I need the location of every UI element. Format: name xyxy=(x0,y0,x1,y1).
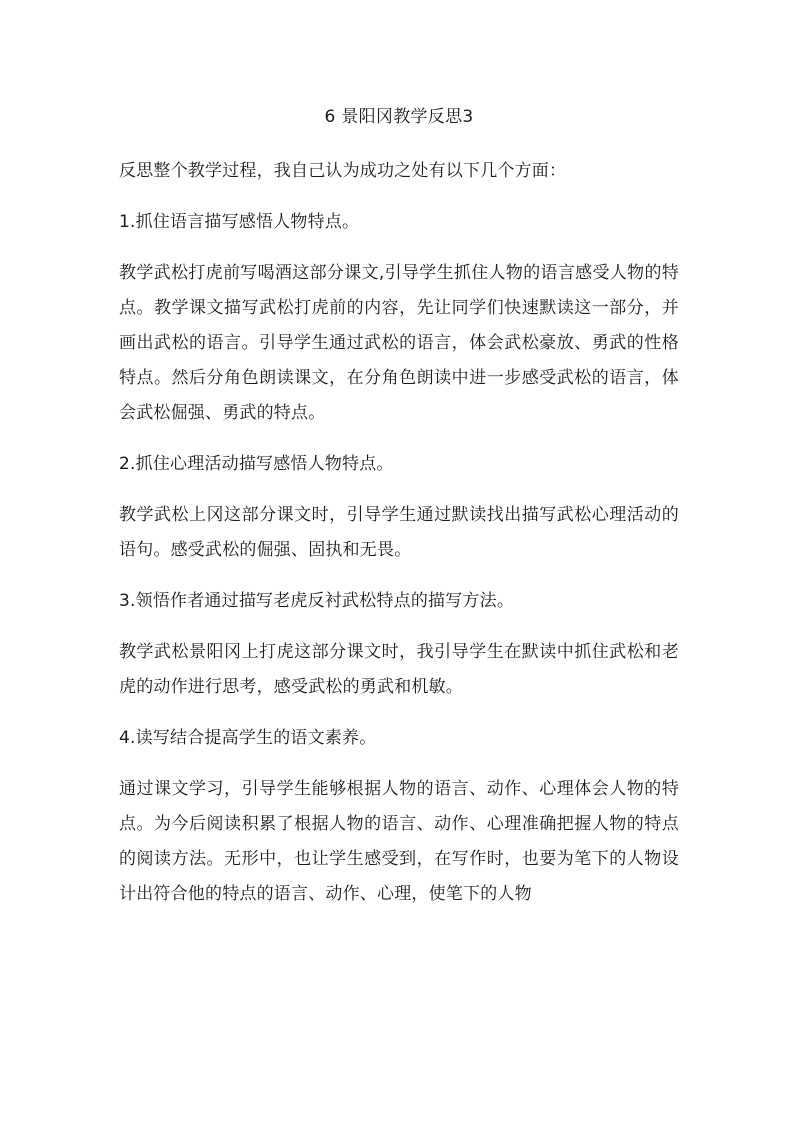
document-content xyxy=(119,100,679,912)
section-1-body: 教学武松打虎前写喝酒这部分课文,引导学生抓住人物的语言感受人物的特点。教学课文描写武松打虎前的内容，先让同学们快速默读这一部分，并画出武松的语言。引导学生通过武松的语言，体会武松豪放、勇武的性格特点。然后分角色朗读课文，在分角色朗读中进一步感受武松的语言，体会武松倔强、勇武的特点。 xyxy=(119,263,679,423)
section-2-body: 教学武松上冈这部分课文时，引导学生通过默读找出描写武松心理活动的语句。感受武松的倔强、固执和无畏。 xyxy=(119,505,679,560)
intro-paragraph: 反思整个教学过程，我自己认为成功之处有以下几个方面： xyxy=(119,161,567,181)
section-3-body: 教学武松景阳冈上打虎这部分课文时，我引导学生在默读中抓住武松和老虎的动作进行思考，感受武松的勇武和机敏。 xyxy=(119,642,679,697)
section-4-body: 通过课文学习，引导学生能够根据人物的语言、动作、心理体会人物的特点。为今后阅读积累了根据人物的语言、动作、心理准确把握人物的特点的阅读方法。无形中，也让学生感受到，在写作时，也要为笔下的人物设计出符合他的特点的语言、动作、心理，使笔下的人物 xyxy=(119,779,679,904)
page-title: 6 景阳冈教学反思3 xyxy=(324,107,474,127)
section-4-heading: 4.读写结合提高学生的语文素养。 xyxy=(119,728,377,748)
section-2-heading: 2.抓住心理活动描写感悟人物特点。 xyxy=(119,454,394,474)
section-1-heading: 1.抓住语言描写感悟人物特点。 xyxy=(119,212,360,232)
section-3-heading: 3.领悟作者通过描写老虎反衬武松特点的描写方法。 xyxy=(119,591,515,611)
